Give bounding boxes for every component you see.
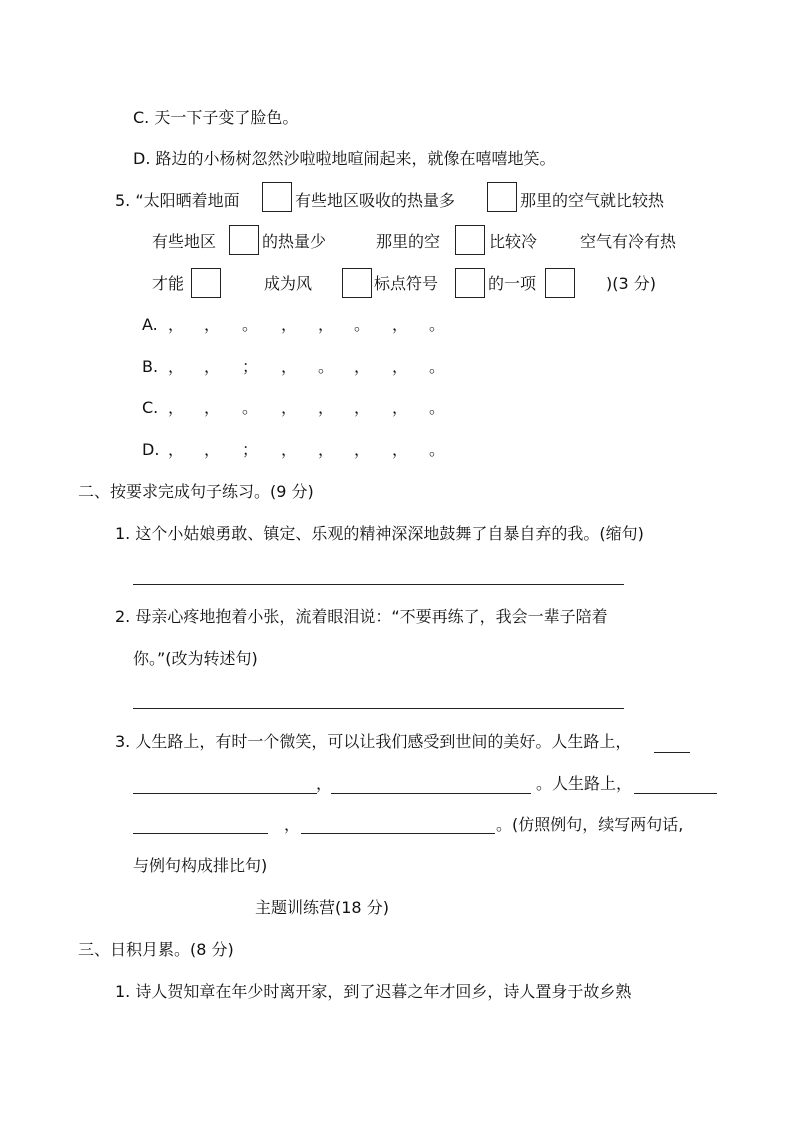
answer-line[interactable] [133, 793, 317, 794]
answer-line[interactable] [654, 752, 690, 753]
punctuation-mark: ； [242, 357, 259, 376]
q5-text-2e: 空气有冷有热 [580, 232, 677, 251]
punctuation-mark: ， [354, 357, 371, 376]
q5-text-2c: 那里的空 [376, 232, 441, 251]
q5-text-3d: 的一项 [488, 274, 537, 293]
answer-box[interactable] [262, 182, 292, 212]
s2-q2-line2: 你。”(改为转述句) [133, 649, 258, 668]
punctuation-mark: 。 [318, 357, 335, 376]
punctuation-mark: ， [281, 398, 298, 417]
punctuation-mark: 。 [354, 315, 371, 334]
q5-text-2a: 有些地区 [152, 232, 217, 251]
option-label[interactable]: B. [142, 357, 159, 376]
punctuation-mark: ， [392, 398, 409, 417]
punctuation-mark: 。 [242, 315, 259, 334]
punctuation-mark: 。 [429, 398, 446, 417]
punctuation-mark: ， [318, 398, 335, 417]
option-d: D. 路边的小杨树忽然沙啦啦地喧闹起来，就像在嘻嘻地笑。 [133, 149, 556, 168]
answer-box[interactable] [487, 182, 517, 212]
answer-box[interactable] [455, 225, 485, 255]
answer-box[interactable] [191, 268, 221, 298]
punctuation-mark: 。 [429, 357, 446, 376]
s2-q3-mid: 。人生路上， [536, 774, 633, 793]
s2-q3-sep2: ， [284, 815, 301, 834]
q5-text-1b: 有些地区吸收的热量多 [295, 191, 456, 210]
punctuation-mark: ， [204, 440, 221, 459]
punctuation-mark: 。 [242, 398, 259, 417]
punctuation-mark: ， [204, 357, 221, 376]
q5-text-3e: )(3 分) [606, 274, 656, 293]
punctuation-mark: 。 [429, 440, 446, 459]
option-c: C. 天一下子变了脸色。 [133, 108, 299, 127]
s3-q1: 1. 诗人贺知章在年少时离开家，到了迟暮之年才回乡，诗人置身于故乡熟 [115, 982, 632, 1001]
q5-text-1c: 那里的空气就比较热 [520, 191, 665, 210]
punctuation-mark: ， [392, 315, 409, 334]
answer-box[interactable] [229, 225, 259, 255]
answer-box[interactable] [455, 268, 485, 298]
s2-q1: 1. 这个小姑娘勇敢、镇定、乐观的精神深深地鼓舞了自暴自弃的我。(缩句) [115, 524, 644, 543]
theme-title: 主题训练营(18 分) [255, 898, 389, 917]
punctuation-mark: ， [281, 315, 298, 334]
option-label[interactable]: A. [142, 315, 158, 334]
option-label[interactable]: C. [142, 398, 159, 417]
q5-text-3b: 成为风 [264, 274, 313, 293]
s2-q3-line4: 与例句构成排比句) [133, 856, 268, 875]
answer-line[interactable] [634, 793, 717, 794]
punctuation-mark: ， [281, 440, 298, 459]
s2-q2-line1: 2. 母亲心疼地抱着小张，流着眼泪说：“不要再练了，我会一辈子陪着 [115, 607, 608, 626]
q5-text-2b: 的热量少 [262, 232, 327, 251]
q5-text-2d: 比较冷 [489, 232, 538, 251]
s2-q3-end: 。(仿照例句，续写两句话, [496, 815, 684, 834]
q5-text-1a: 5. “太阳晒着地面 [115, 191, 240, 210]
punctuation-mark: ， [392, 357, 409, 376]
punctuation-mark: ， [204, 315, 221, 334]
punctuation-mark: ， [392, 440, 409, 459]
answer-line[interactable] [133, 584, 624, 585]
q5-text-3c: 标点符号 [374, 274, 439, 293]
punctuation-mark: ， [354, 398, 371, 417]
punctuation-mark: ， [354, 440, 371, 459]
answer-box[interactable] [342, 268, 372, 298]
punctuation-mark: ， [318, 440, 335, 459]
q5-text-3a: 才能 [152, 274, 185, 293]
answer-line[interactable] [301, 833, 495, 834]
s2-q3-sep1: ， [316, 774, 333, 793]
answer-box[interactable] [545, 268, 575, 298]
section-three-title: 三、日积月累。(8 分) [78, 940, 234, 959]
punctuation-mark: ， [318, 315, 335, 334]
punctuation-mark: ， [168, 440, 185, 459]
punctuation-mark: ， [204, 398, 221, 417]
section-two-title: 二、按要求完成句子练习。(9 分) [78, 482, 314, 501]
answer-line[interactable] [133, 708, 624, 709]
punctuation-mark: ； [242, 440, 259, 459]
punctuation-mark: 。 [429, 315, 446, 334]
s2-q3-line1: 3. 人生路上，有时一个微笑，可以让我们感受到世间的美好。人生路上， [115, 732, 632, 751]
option-label[interactable]: D. [142, 440, 160, 459]
answer-line[interactable] [331, 793, 531, 794]
punctuation-mark: ， [168, 357, 185, 376]
punctuation-mark: ， [168, 398, 185, 417]
punctuation-mark: ， [281, 357, 298, 376]
punctuation-mark: ， [168, 315, 185, 334]
answer-line[interactable] [133, 833, 268, 834]
